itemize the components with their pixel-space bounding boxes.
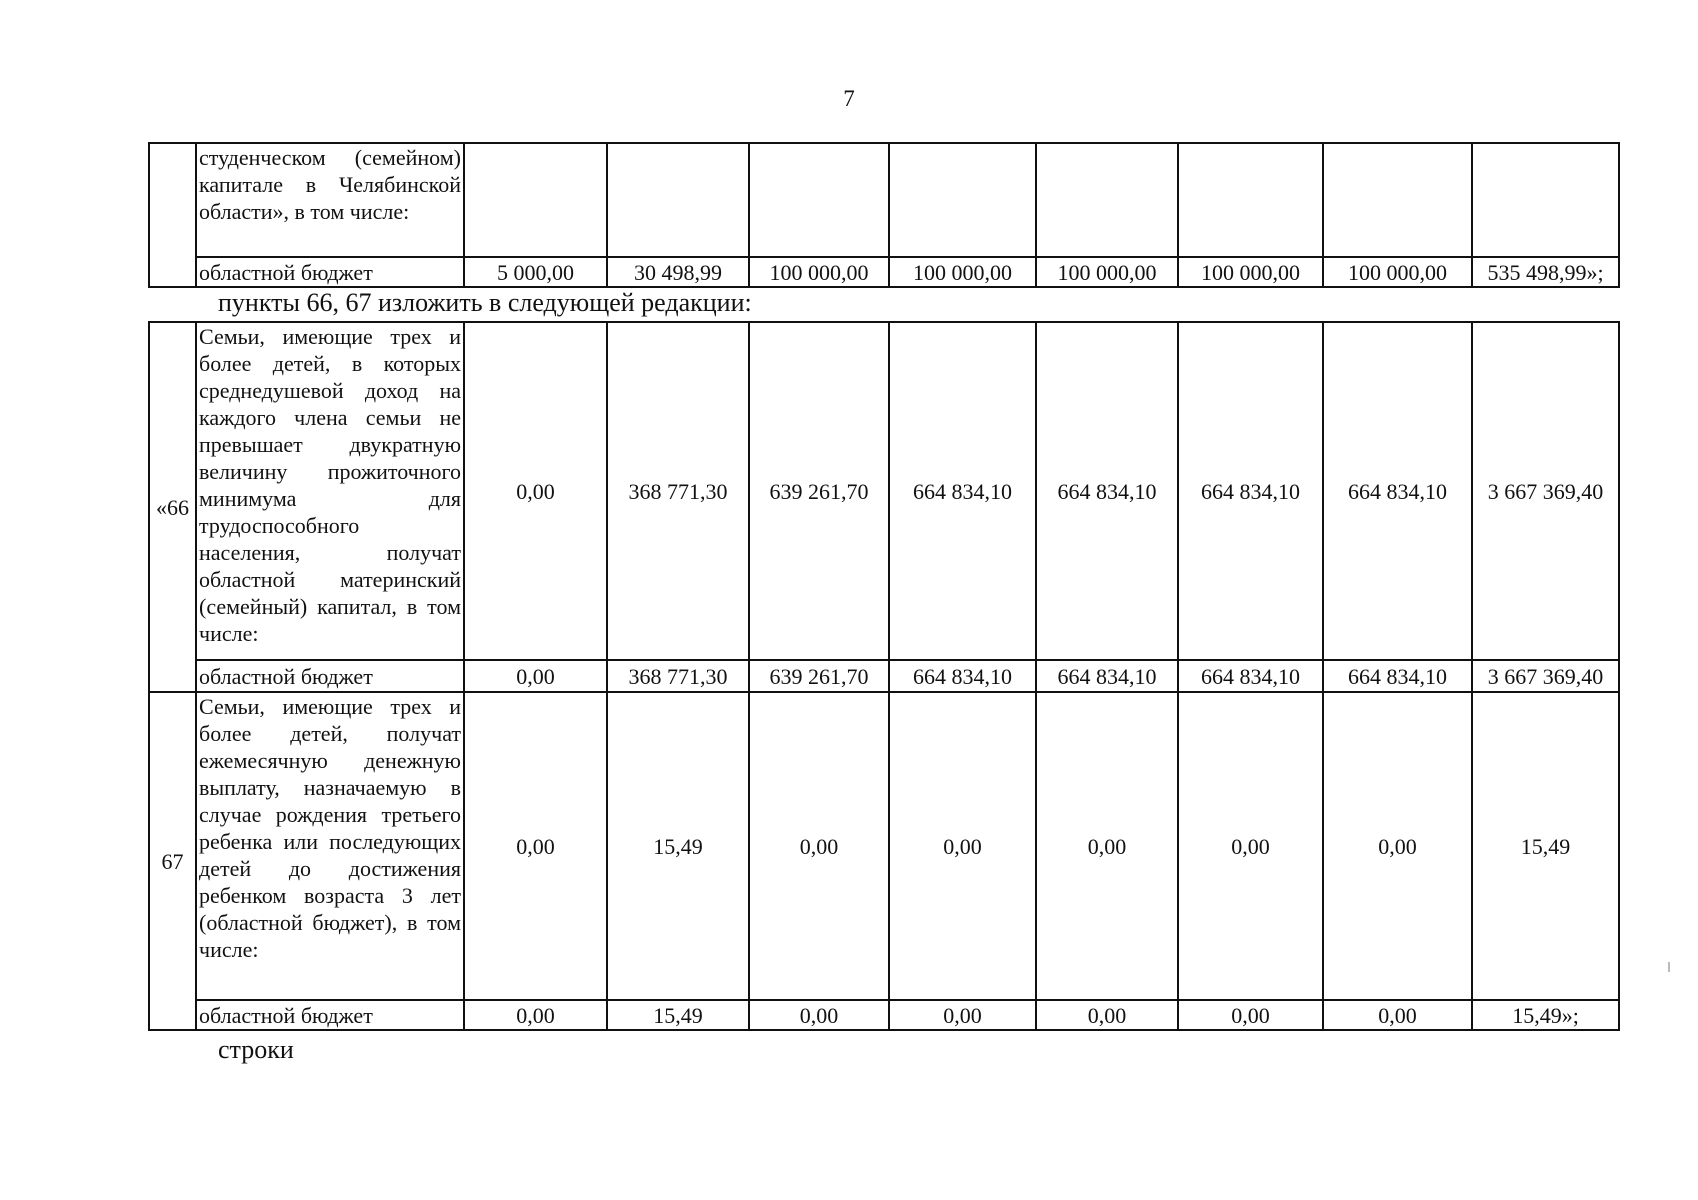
closing-text: строки [218,1035,294,1064]
value-cell: 664 834,10 [1036,660,1178,692]
value-cell: 100 000,00 [1323,257,1472,287]
value-cell: 0,00 [1178,1000,1323,1030]
value-cell: 100 000,00 [1178,257,1323,287]
table-row [149,660,1619,692]
value-cell: 0,00 [464,692,607,1000]
value-cell [1323,143,1472,257]
value-cell: 639 261,70 [749,322,889,660]
value-cell: 0,00 [749,692,889,1000]
value-cell: 535 498,99»; [1472,257,1619,287]
value-cell: 100 000,00 [749,257,889,287]
value-cell: 368 771,30 [607,322,749,660]
table-row [149,257,1619,287]
value-cell: 100 000,00 [889,257,1036,287]
value-cell: 5 000,00 [464,257,607,287]
value-cell [1036,143,1178,257]
value-cell: 368 771,30 [607,660,749,692]
value-cell [1178,143,1323,257]
page-number: 7 [843,86,855,111]
scan-speck [1668,962,1670,972]
item-description: Семьи, имеющие трех и более детей, получат ежемесячную денежную выплату, назначаемую в случае рождения третьего ребенка или последующих детей до достижения ребенком возраста 3 лет (областной бюджет), в том числе: [196,692,464,1000]
table-row [149,143,1619,257]
value-cell: 3 667 369,40 [1472,322,1619,660]
value-cell: 3 667 369,40 [1472,660,1619,692]
item-description: студенческом (семейном) капитале в Челябинской области», в том числе: [196,143,464,257]
value-cell: 0,00 [464,660,607,692]
table-continuation [148,142,1620,288]
intro-text: пункты 66, 67 изложить в следующей редакции: [218,288,752,317]
value-cell: 0,00 [889,1000,1036,1030]
table-row [149,692,1619,1000]
value-cell: 15,49»; [1472,1000,1619,1030]
value-cell: 664 834,10 [1178,660,1323,692]
budget-label: областной бюджет [196,1000,464,1030]
item-description: Семьи, имеющие трех и более детей, в которых среднедушевой доход на каждого члена семьи не превышает двукратную величину прожиточного минимума для трудоспособного населения, получат областной материнский (семейный) капитал, в том числе: [196,322,464,660]
value-cell: 15,49 [607,1000,749,1030]
value-cell: 664 834,10 [1323,322,1472,660]
value-cell [889,143,1036,257]
value-cell: 0,00 [889,692,1036,1000]
value-cell: 664 834,10 [889,322,1036,660]
value-cell: 0,00 [749,1000,889,1030]
value-cell: 15,49 [1472,692,1619,1000]
value-cell: 664 834,10 [1178,322,1323,660]
value-cell [749,143,889,257]
value-cell: 664 834,10 [889,660,1036,692]
value-cell: 0,00 [1323,692,1472,1000]
value-cell: 639 261,70 [749,660,889,692]
value-cell: 0,00 [464,1000,607,1030]
value-cell: 30 498,99 [607,257,749,287]
value-cell: 0,00 [464,322,607,660]
value-cell: 0,00 [1323,1000,1472,1030]
value-cell [607,143,749,257]
budget-label: областной бюджет [196,660,464,692]
value-cell: 0,00 [1036,1000,1178,1030]
item-index-cell [149,143,196,287]
table-items [148,321,1620,1031]
value-cell: 664 834,10 [1323,660,1472,692]
value-cell: 0,00 [1036,692,1178,1000]
value-cell: 0,00 [1178,692,1323,1000]
value-cell [464,143,607,257]
budget-label: областной бюджет [196,257,464,287]
table-row [149,1000,1619,1030]
value-cell [1472,143,1619,257]
item-index-cell: «66 [149,322,196,692]
table-row [149,322,1619,660]
value-cell: 15,49 [607,692,749,1000]
item-index-cell: 67 [149,692,196,1030]
value-cell: 664 834,10 [1036,322,1178,660]
value-cell: 100 000,00 [1036,257,1178,287]
